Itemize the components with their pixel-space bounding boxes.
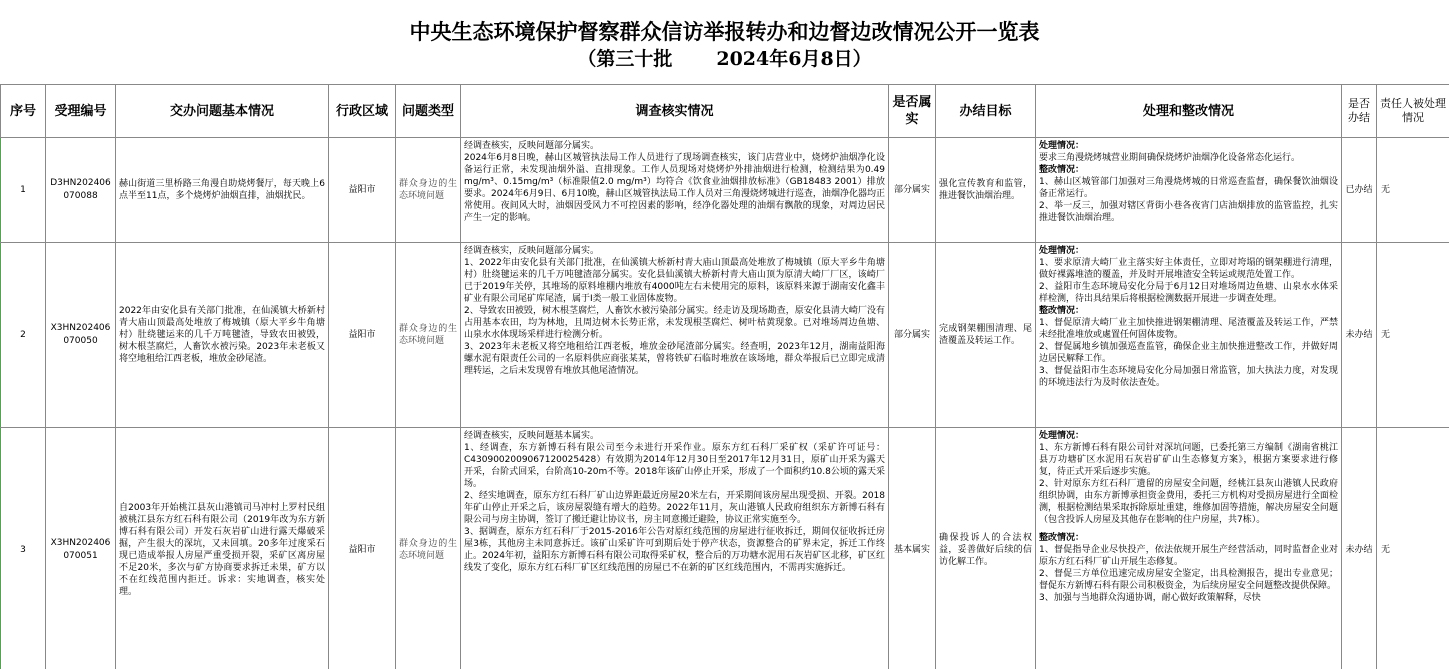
investigation-cell: 经调查核实，反映问题部分属实。 1、2022年由安化县有关部门批准，在仙溪镇大桥新村青大庙山顶最高处堆放了梅城镇（原大平乡牛角塘村）肚绕毽运来的几千万吨毽渣部分属实。安化县仙溪镇大桥新村青大庙山顶为原清大崎厂厂区，该崎厂已于2019年关停，其堆场的原料堆棚内堆放有4000吨左右未使用完的原料，该原料来源于湖南安化鑫丰矿业有限公司尾矿库尾渣，属于I类一般工业固体废物。 2、导致农田被毁，树木根茎腐烂，人畜饮水被污染部分属实。经走访及现场勘查，原安化县清大崎厂没有占用基本农田，均为林地，且周边树木长势正常，未发现根茎腐烂、树叶枯黄现象。已对堆场周边鱼塘、山泉水水体现场采样进行检测分析。 3、2023年未老板又将空地租给江西老板，堆放金砂尾渣部分属实。经查明，2023年12月，湖南益阳海螺水泥有限责任公司的一名原料供应商张某某，曾将铁矿石临时堆放在该场地，群众举报后已立即完成清理转运，之后未发现曾有堆放其他尾渣情况。: [461, 243, 889, 428]
handling-content: [1036, 243, 1341, 391]
handling-text: 要求三角漫烧烤城营业期间确保烧烤炉油烟净化设备常态化运行。: [1039, 153, 1301, 163]
goal-cell: 强化宣传教育和监管，推进餐饮油烟治理。: [936, 138, 1036, 243]
region-cell: 益阳市: [329, 243, 396, 428]
handling-heading: 处理情况：: [1039, 246, 1085, 256]
date-label: 2024年6月8日）: [716, 48, 872, 70]
table-row: [1, 243, 1449, 428]
seq-cell: 2: [1, 243, 46, 428]
report-table: [0, 84, 1449, 669]
truth-cell: 基本属实: [889, 428, 936, 669]
header-row: [1, 85, 1449, 138]
header-investigation: 调查核实情况: [461, 85, 889, 138]
done-cell: 未办结: [1342, 428, 1377, 669]
done-cell: 未办结: [1342, 243, 1377, 428]
page-subtitle: [0, 44, 1449, 71]
done-cell: 已办结: [1342, 138, 1377, 243]
header-seq: 序号: [1, 85, 46, 138]
region-cell: 益阳市: [329, 138, 396, 243]
header-truth: 是否属实: [889, 85, 936, 138]
rectification-text: 1、督促原清大崎厂业主加快推进钢架棚清理、尾渣覆盖及转运工作，严禁未经批准堆放或處置任何固体废物。 2、督促属地乡镇加强巡查监管，确保企业主加快推进整改工作，并做好周边居民解释工作。 3、督促益阳市生态环境局安化分局加强日常监管，加大执法力度，对发现的环境违法行为及时依法查处。: [1039, 318, 1338, 388]
header-accountability: 责任人被处理情况: [1377, 85, 1449, 138]
goal-cell: 完成钢架棚围清理、尾渣覆盖及转运工作。: [936, 243, 1036, 428]
header-region: 行政区域: [329, 85, 396, 138]
truth-cell: 部分属实: [889, 138, 936, 243]
rectification-text: 1、督促指导企业尽快投产，依法依规开展生产经营活动，同时监督企业对原东方红石科厂矿山开展生态修复。 2、督促三方单位迅速完成房屋安全鉴定，出具检测报告，提出专业意见；督促东方新博石科有限公司积极资金，为后续房屋安全问题整改提供保障。 3、加强与当地群众沟通协调，耐心做好政策解释，尽快: [1039, 545, 1338, 603]
seq-cell: 1: [1, 138, 46, 243]
id-cell: X3HN202406070050: [46, 243, 116, 428]
type-cell: 群众身边的生态环境问题: [396, 138, 461, 243]
handling-text: 1、要求原清大崎厂业主落实好主体责任，立即对垮塌的钢架棚进行清理，做好裸露堆渣的覆盖，并及时开展堆渣安全转运或规范处置工作。 2、益阳市生态环境局安化分局于6月12日对堆场周边鱼塘、山泉水水体采样检测，待出具结果后将根据检测数据开展进一步调查处理。: [1039, 258, 1338, 304]
accountability-cell: 无: [1377, 428, 1449, 669]
type-cell: 群众身边的生态环境问题: [396, 243, 461, 428]
handling-heading: 处理情况：: [1039, 431, 1085, 441]
rectification-heading: 整改情况：: [1039, 533, 1085, 543]
header-done: 是否办结: [1342, 85, 1377, 138]
title-block: [0, 0, 1449, 85]
page-title: 中央生态环境保护督察群众信访举报转办和边督边改情况公开一览表: [409, 19, 1040, 44]
handling-content: [1036, 428, 1341, 606]
region-cell: 益阳市: [329, 428, 396, 669]
rectification-heading: 整改情况：: [1039, 306, 1085, 316]
header-type: 问题类型: [396, 85, 461, 138]
batch-label: （第三十批: [577, 48, 673, 70]
header-issue: 交办问题基本情况: [116, 85, 329, 138]
handling-content: [1036, 138, 1341, 226]
header-handling: 处理和整改情况: [1036, 85, 1342, 138]
header-id: 受理编号: [46, 85, 116, 138]
table-row: [1, 138, 1449, 243]
header-goal: 办结目标: [936, 85, 1036, 138]
handling-text: 1、东方新博石科有限公司针对深坑问题，已委托第三方编制《湖南省桃江县万功塘矿区水泥用石灰岩矿矿山生态修复方案》，根据方案要求进行修复，待正式开采后逐步实施。 2、针对原东方红石科厂遗留的房屋安全问题，经桃江县灰山港镇人民政府组织协调，由东方新博承担资金费用，委托三方机构对受损房屋进行全面检测，根据检测结果采取拆除原址重建，维修加固等措施，解决房屋安全问题（包含投诉人房屋及其他存在影响的住户房屋，共7栋）。: [1039, 443, 1338, 525]
handling-heading: 处理情况：: [1039, 141, 1085, 151]
issue-cell: 2022年由安化县有关部门批准，在仙溪镇大桥新村青大庙山顶最高处堆放了梅城镇（原大平乡牛角塘村）肚绕毽运来的几千万吨毽渣，导致农田被毁，树木根茎腐烂，人畜饮水被污染。2023年未老板又将空地租给江西老板，堆放金砂尾渣。: [116, 243, 329, 428]
investigation-cell: 经调查核实，反映问题基本属实。 1、经调查，东方新博石科有限公司至今未进行开采作业。原东方红石科厂采矿权（采矿许可证号：C4309002009067120025428）有效期为2014年12月30日至2017年12月31日，原矿山开采为露天开采，台阶式回采，台阶高10-20m不等。2018年该矿山停止开采，形成了一个面积约10.8公顷的露天采场。 2、经实地调查，原东方红石科厂矿山边界距最近房屋20米左右，开采期间该房屋出现受损、开裂。2018年矿山停止开采之后，该房屋裂缝有增大的趋势。2022年11月，灰山港镇人民政府组织东方新博石科有限公司与房主协调，签订了搬迁避让协议书，房主同意搬迁避险，协议正常实施至今。 3、据调查，原东方红石科厂于2015-2016年公告对原红线范围的房屋进行征收拆迁，期间仅征收拆迁房屋3栋，其他房主未同意拆迁。该矿山采矿许可到期后处于停产状态，资源整合的矿界未定，拆迁工作终止。2024年初，益阳东方新博石科有限公司取得采矿权，整合后的万功塘水泥用石灰岩矿区北移，矿区红线发了变化，原东方红石科厂矿区红线范围的房屋已不在新的矿区红线范围内，不需再实施拆迁。: [461, 428, 889, 669]
rectification-text: 1、赫山区城管部门加强对三角漫烧烤城的日常巡查监督，确保餐饮油烟设备正常运行。 2、举一反三，加强对辖区背街小巷各夜宵门店油烟排放的监管监控，扎实推进餐饮油烟治理。: [1039, 177, 1338, 223]
truth-cell: 部分属实: [889, 243, 936, 428]
handling-cell: [1036, 243, 1342, 428]
accountability-cell: 无: [1377, 138, 1449, 243]
accountability-cell: 无: [1377, 243, 1449, 428]
type-cell: 群众身边的生态环境问题: [396, 428, 461, 669]
investigation-cell: 经调查核实，反映问题部分属实。 2024年6月8日晚，赫山区城管执法局工作人员进行了现场调查核实，该门店营业中，烧烤炉油烟净化设备运行正常，未发现油烟外溢、直排现象。工作人员现场对烧烤炉外排油烟进行检测，检测结果为0.49 mg/m³、0.15mg/m³（标准限值2.0 mg/m³）均符合《饮食业油烟排放标准》（GB18483 2001）排放要求。2024年6月9日、6月10晚，赫山区城管执法局工作人员对三角漫烧烤城进行巡查，油烟净化器均正常使用。夜间风大时，油烟因受风力不可控因素的影响，经净化器处理的油烟有飘散的现象，对周边居民产生一定的影响。: [461, 138, 889, 243]
rectification-heading: 整改情况：: [1039, 165, 1085, 175]
issue-cell: 赫山街道三里桥路三角漫自助烧烤餐厅，每天晚上6点半至11点，多个烧烤炉油烟直排，油烟扰民。: [116, 138, 329, 243]
handling-cell: [1036, 138, 1342, 243]
table-row: [1, 428, 1449, 669]
id-cell: D3HN202406070088: [46, 138, 116, 243]
handling-cell: [1036, 428, 1342, 669]
seq-cell: 3: [1, 428, 46, 669]
goal-cell: 确保投诉人的合法权益，妥善做好后续的信访化解工作。: [936, 428, 1036, 669]
id-cell: X3HN202406070051: [46, 428, 116, 669]
issue-cell: 自2003年开始桃江县灰山港镇司马冲村上罗村民组被桃江县东方红石科有限公司（2019年改为东方新博石科有限公司）开发石灰岩矿山进行露天爆破采掘，产生很大的深坑，又未回填。20多年过度采石现已造成举报人房屋严重受损开裂，采矿区离房屋不足20米，多次与矿方协商要求拆迁未果，矿方以不在红线范围内拒迁。诉求：实地调查，核实处理。: [116, 428, 329, 669]
